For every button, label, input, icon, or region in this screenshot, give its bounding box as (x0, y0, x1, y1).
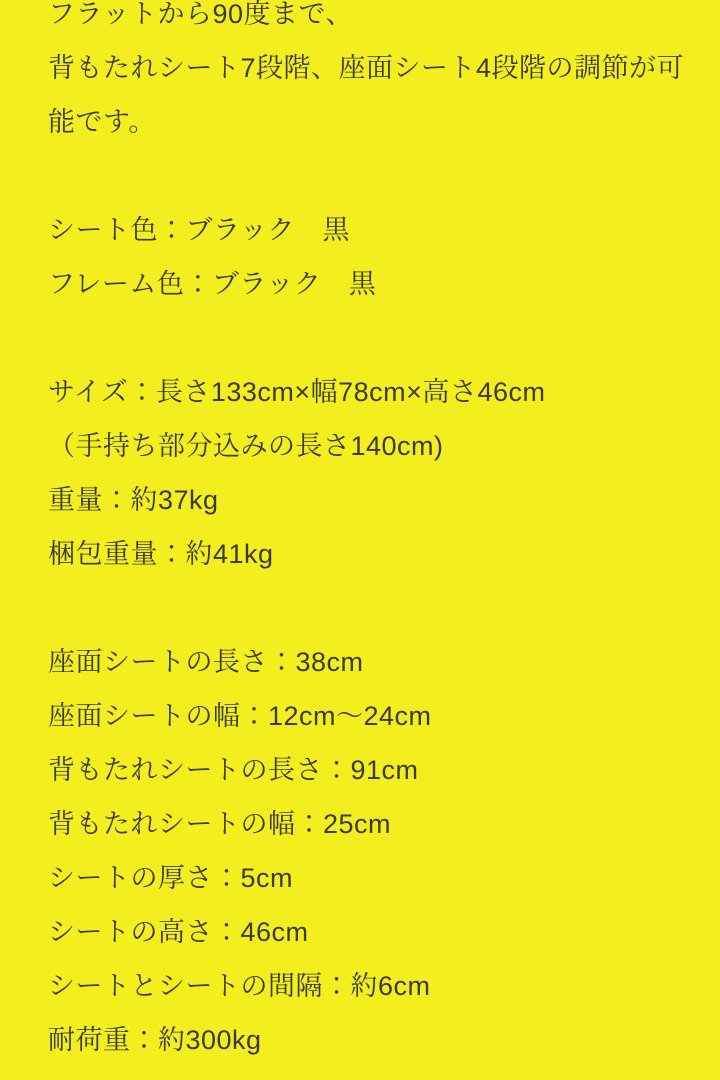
description-paragraph-seat-specs (48, 635, 696, 1067)
description-line: 能です。 (48, 107, 156, 137)
description-line-weight: 重量：約37kg (48, 485, 219, 515)
description-paragraph-adjustability (48, 0, 696, 149)
description-line-backrest-width: 背もたれシートの幅：25cm (48, 809, 392, 839)
description-line-seat-thickness: シートの厚さ：5cm (48, 863, 294, 893)
description-paragraph-colors (48, 203, 696, 311)
description-line-load-capacity: 耐荷重：約300kg (48, 1025, 262, 1055)
product-description-text (48, 0, 696, 1067)
description-line-size-with-handle: （手持ち部分込みの長さ140cm) (48, 431, 444, 461)
description-line-seat-gap: シートとシートの間隔：約6cm (48, 971, 431, 1001)
description-line: フラットから90度まで、 (48, 0, 353, 29)
description-line-backrest-length: 背もたれシートの長さ：91cm (48, 755, 419, 785)
description-line-seat-color: シート色：ブラック 黒 (48, 215, 350, 245)
description-line-seat-length: 座面シートの長さ：38cm (48, 647, 364, 677)
description-line: 背もたれシート7段階、座面シート4段階の調節が可 (48, 53, 685, 83)
description-paragraph-size-weight (48, 365, 696, 581)
description-line-seat-width: 座面シートの幅：12cm〜24cm (48, 701, 432, 731)
description-line-frame-color: フレーム色：ブラック 黒 (48, 269, 377, 299)
description-line-size: サイズ：長さ133cm×幅78cm×高さ46cm (48, 377, 546, 407)
description-line-packed-weight: 梱包重量：約41kg (48, 539, 274, 569)
description-line-seat-height: シートの高さ：46cm (48, 917, 309, 947)
